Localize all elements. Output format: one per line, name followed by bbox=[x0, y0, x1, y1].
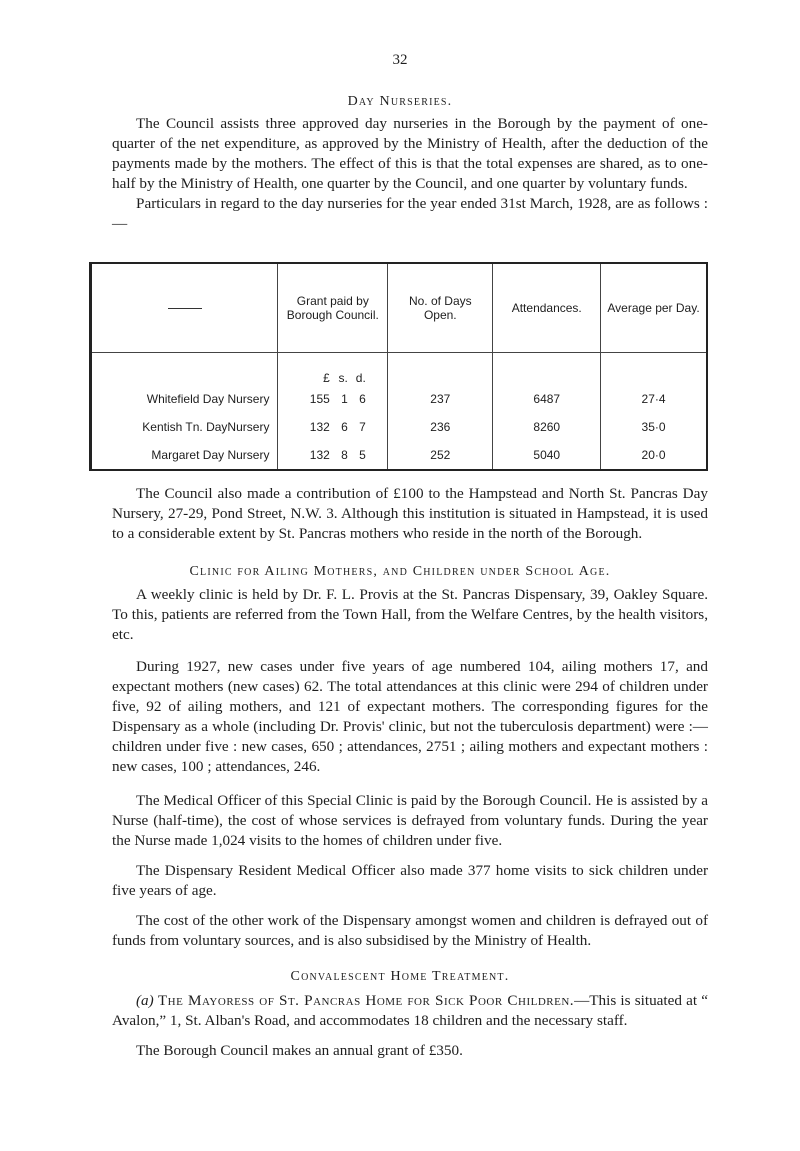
unit-pence: d. bbox=[355, 371, 366, 385]
header-average: Average per Day. bbox=[601, 263, 707, 353]
convalescent-heading: Convalescent Home Treatment. bbox=[290, 969, 510, 984]
header-name-dash bbox=[168, 308, 202, 309]
days-open: 252 bbox=[388, 441, 493, 470]
nursery-name: Whitefield Day Nursery bbox=[91, 385, 278, 413]
table-row bbox=[91, 385, 708, 413]
header-grant: Grant paid by Borough Council. bbox=[278, 263, 388, 353]
clinic-paragraph-1: A weekly clinic is held by Dr. F. L. Provis at the St. Pancras Dispensary, 39, Oakley Square. To this, patients are referred from the Town Hall, from the Welfare Centres, by the health visitors, etc. bbox=[112, 586, 708, 643]
grant-pence: 7 bbox=[359, 420, 366, 434]
average-per-day: 27·4 bbox=[601, 385, 707, 413]
attendances: 8260 bbox=[493, 413, 601, 441]
grant-pounds: 155 bbox=[309, 392, 330, 406]
item-label: (a) bbox=[136, 992, 154, 1009]
clinic-paragraph-4: The Dispensary Resident Medical Officer also made 377 home visits to sick children under five years of age. bbox=[112, 862, 708, 899]
table-row bbox=[91, 441, 708, 470]
grant-pence: 5 bbox=[359, 448, 366, 462]
day-nurseries-heading: Day Nurseries. bbox=[347, 94, 453, 109]
header-name bbox=[91, 263, 278, 353]
grant-pence: 6 bbox=[359, 392, 366, 406]
attendances: 6487 bbox=[493, 385, 601, 413]
average-per-day: 20·0 bbox=[601, 441, 707, 470]
home-title: The Mayoress of St. Pancras Home for Sick Poor Children. bbox=[157, 992, 575, 1009]
clinic-heading: Clinic for Ailing Mothers, and Children under School Age. bbox=[189, 564, 611, 579]
attendances: 5040 bbox=[493, 441, 601, 470]
header-days-open: No. of Days Open. bbox=[388, 263, 493, 353]
header-attendances: Attendances. bbox=[493, 263, 601, 353]
grant-pounds: 132 bbox=[309, 448, 330, 462]
grant-shillings: 8 bbox=[341, 448, 348, 462]
grant-shillings: 6 bbox=[341, 420, 348, 434]
unit-shillings: s. bbox=[338, 371, 348, 385]
table-row bbox=[91, 413, 708, 441]
home-description: —This is situated at “ Avalon,” 1, St. Alban's Road, and accommodates 18 children and the necessary staff. bbox=[112, 992, 708, 1029]
unit-pounds: £ bbox=[323, 371, 330, 385]
grant-pounds: 132 bbox=[309, 420, 330, 434]
page-number: 32 bbox=[392, 52, 408, 68]
days-open: 236 bbox=[388, 413, 493, 441]
clinic-paragraph-5: The cost of the other work of the Dispensary amongst women and children is defrayed out of funds from voluntary sources, and is also subsidised by the Ministry of Health. bbox=[112, 912, 708, 949]
clinic-paragraph-2: During 1927, new cases under five years of age numbered 104, ailing mothers 17, and expectant mothers (new cases) 62. The total attendances at this clinic were 294 of children under five, 92 of ailing mothers, and 121 of expectant mothers. The corresponding figures for the Dispensary as a whole (including Dr. Provis' clinic, but not the tuberculosis department) were :—children under five : new cases, 650 ; attendances, 2751 ; ailing mothers and expectant mothers : new cases, 100 ; attendances, 246. bbox=[112, 658, 708, 775]
average-per-day: 35·0 bbox=[601, 413, 707, 441]
table-units-row bbox=[91, 353, 708, 386]
nursery-name: Kentish Tn. DayNursery bbox=[91, 413, 278, 441]
nurseries-table bbox=[89, 262, 708, 471]
nursery-name: Margaret Day Nursery bbox=[91, 441, 278, 470]
convalescent-paragraph-1 bbox=[112, 991, 708, 1031]
clinic-paragraph-3: The Medical Officer of this Special Clinic is paid by the Borough Council. He is assisted by a Nurse (half-time), the cost of whose services is defrayed from voluntary funds. During the year the Nurse made 1,024 visits to the homes of children under five. bbox=[112, 792, 708, 849]
table-header-row bbox=[91, 263, 708, 353]
day-nurseries-paragraph-2: Particulars in regard to the day nurseries for the year ended 31st March, 1928, are as follows :— bbox=[112, 195, 708, 232]
day-nurseries-paragraph-3: The Council also made a contribution of £100 to the Hampstead and North St. Pancras Day Nursery, 27-29, Pond Street, N.W. 3. Although this institution is situated in Hampstead, it is used to a considerable extent by St. Pancras mothers who reside in the north of the Borough. bbox=[112, 485, 708, 542]
day-nurseries-paragraph-1: The Council assists three approved day nurseries in the Borough by the payment of one-quarter of the net expenditure, as approved by the Ministry of Health, after the deduction of the payments made by the mothers. The effect of this is that the total expenses are shared, as to one-half by the Ministry of Health, one quarter by the Council, and one quarter by voluntary funds. bbox=[112, 115, 708, 192]
convalescent-paragraph-2: The Borough Council makes an annual grant of £350. bbox=[136, 1042, 463, 1059]
days-open: 237 bbox=[388, 385, 493, 413]
grant-shillings: 1 bbox=[341, 392, 348, 406]
